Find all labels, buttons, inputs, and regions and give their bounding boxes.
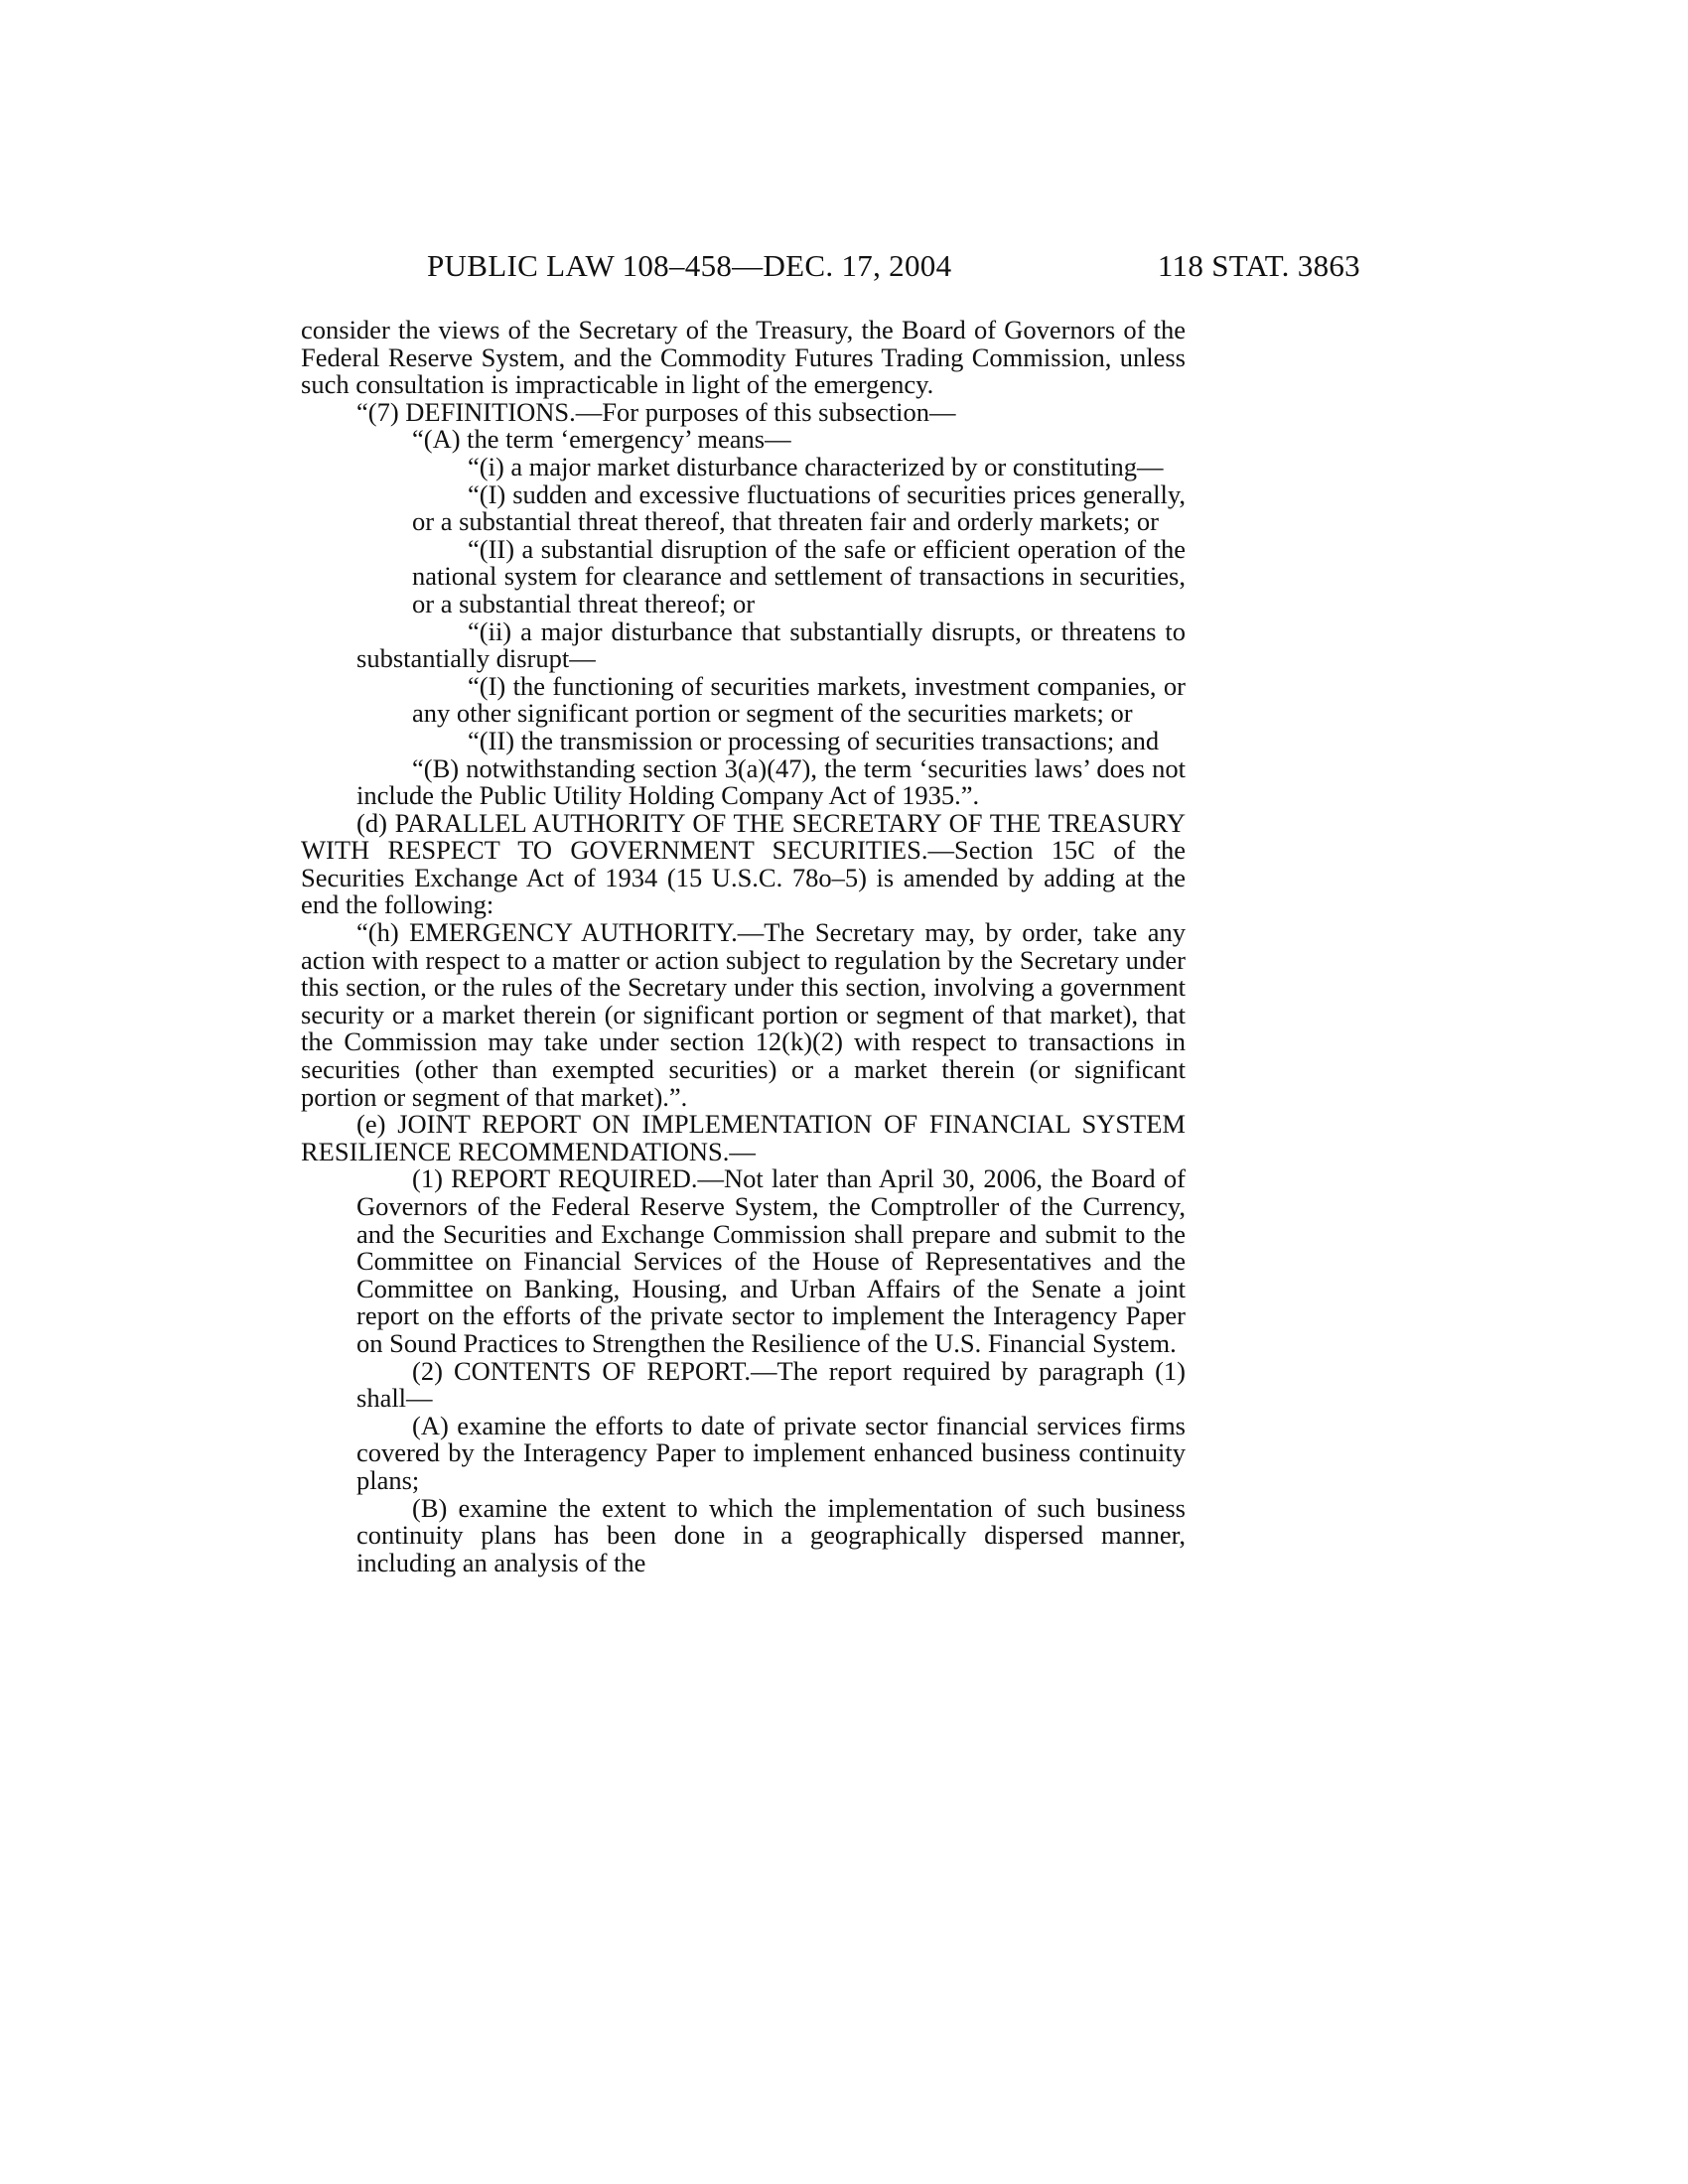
paragraph-I-fluctuations: “(I) sudden and excessive fluctuations of securities prices generally, or a substantial threat thereof, that threaten fair and orderly markets; or — [412, 478, 1186, 537]
running-header-title: PUBLIC LAW 108–458—DEC. 17, 2004 — [427, 248, 952, 283]
paragraph-h-emergency-authority: “(h) EMERGENCY AUTHORITY.—The Secretary may, by order, take any action with respect to a matter or action subject to regulation by the Secretary under this section, or the rules of the Secretary under this section, involving a government security or a market therein (or significant portion or segment of that market), that the Commission may take under section 12(k)(2) with respect to transactions in securities (other than exempted securities) or a market therein (or significant portion or segment of that market).”. — [301, 917, 1186, 1112]
paragraph-1-report-required: (1) REPORT REQUIRED.—Not later than April 30, 2006, the Board of Governors of the Federal Reserve System, the Comptroller of the Currency, and the Securities and Exchange Commission shall prepare and submit to the Committee on Financial Services of the House of Representatives and the Committee on Banking, Housing, and Urban Affairs of the Senate a joint report on the efforts of the private sector to implement the Interagency Paper on Sound Practices to Strengthen the Resilience of the U.S. Financial System. — [356, 1163, 1186, 1358]
paragraph-i-market-disturbance: “(i) a major market disturbance characterized by or constituting— — [468, 451, 1164, 481]
running-header-stat-page: 118 STAT. 3863 — [1157, 248, 1360, 283]
paragraph-II-transmission: “(II) the transmission or processing of securities transactions; and — [468, 725, 1160, 755]
paragraph-I-functioning: “(I) the functioning of securities markets, investment companies, or any other significant portion or segment of the securities markets; or — [412, 670, 1186, 729]
paragraph-ii-major-disturbance: “(ii) a major disturbance that substantially disrupts, or threatens to substantially disrupt— — [356, 615, 1186, 674]
paragraph-A-emergency: “(A) the term ‘emergency’ means— — [412, 424, 791, 455]
document-body — [301, 317, 1186, 1576]
paragraph-d-parallel-authority: (d) PARALLEL AUTHORITY OF THE SECRETARY OF THE TREASURY WITH RESPECT TO GOVERNMENT SECURITIES.—Section 15C of the Securities Exchange Act of 1934 (15 U.S.C. 78o–5) is amended by adding at the end the following: — [301, 807, 1186, 920]
paragraph-2-contents-of-report: (2) CONTENTS OF REPORT.—The report required by paragraph (1) shall— — [356, 1355, 1186, 1414]
paragraph-definitions: “(7) DEFINITIONS.—For purposes of this subsection— — [356, 396, 956, 427]
paragraph-B-securities-laws: “(B) notwithstanding section 3(a)(47), the term ‘securities laws’ does not include the Public Utility Holding Company Act of 1935.”. — [356, 752, 1186, 811]
paragraph-II-disruption: “(II) a substantial disruption of the safe or efficient operation of the national system for clearance and settlement of transactions in securities, or a substantial threat thereof; or — [412, 533, 1186, 618]
paragraph-e-joint-report: (e) JOINT REPORT ON IMPLEMENTATION OF FINANCIAL SYSTEM RESILIENCE RECOMMENDATIONS.— — [301, 1109, 1186, 1166]
paragraph-continuation: consider the views of the Secretary of the Treasury, the Board of Governors of the Federal Reserve System, and the Commodity Futures Trading Commission, unless such consultation is impracticable in light of the emergency. — [301, 315, 1186, 400]
paragraph-B-examine-extent: (B) examine the extent to which the implementation of such business continuity plans has been done in a geographically dispersed manner, including an analysis of the — [356, 1492, 1186, 1577]
paragraph-A-examine-efforts: (A) examine the efforts to date of private sector financial services firms covered by the Interagency Paper to implement enhanced business continuity plans; — [356, 1410, 1186, 1495]
